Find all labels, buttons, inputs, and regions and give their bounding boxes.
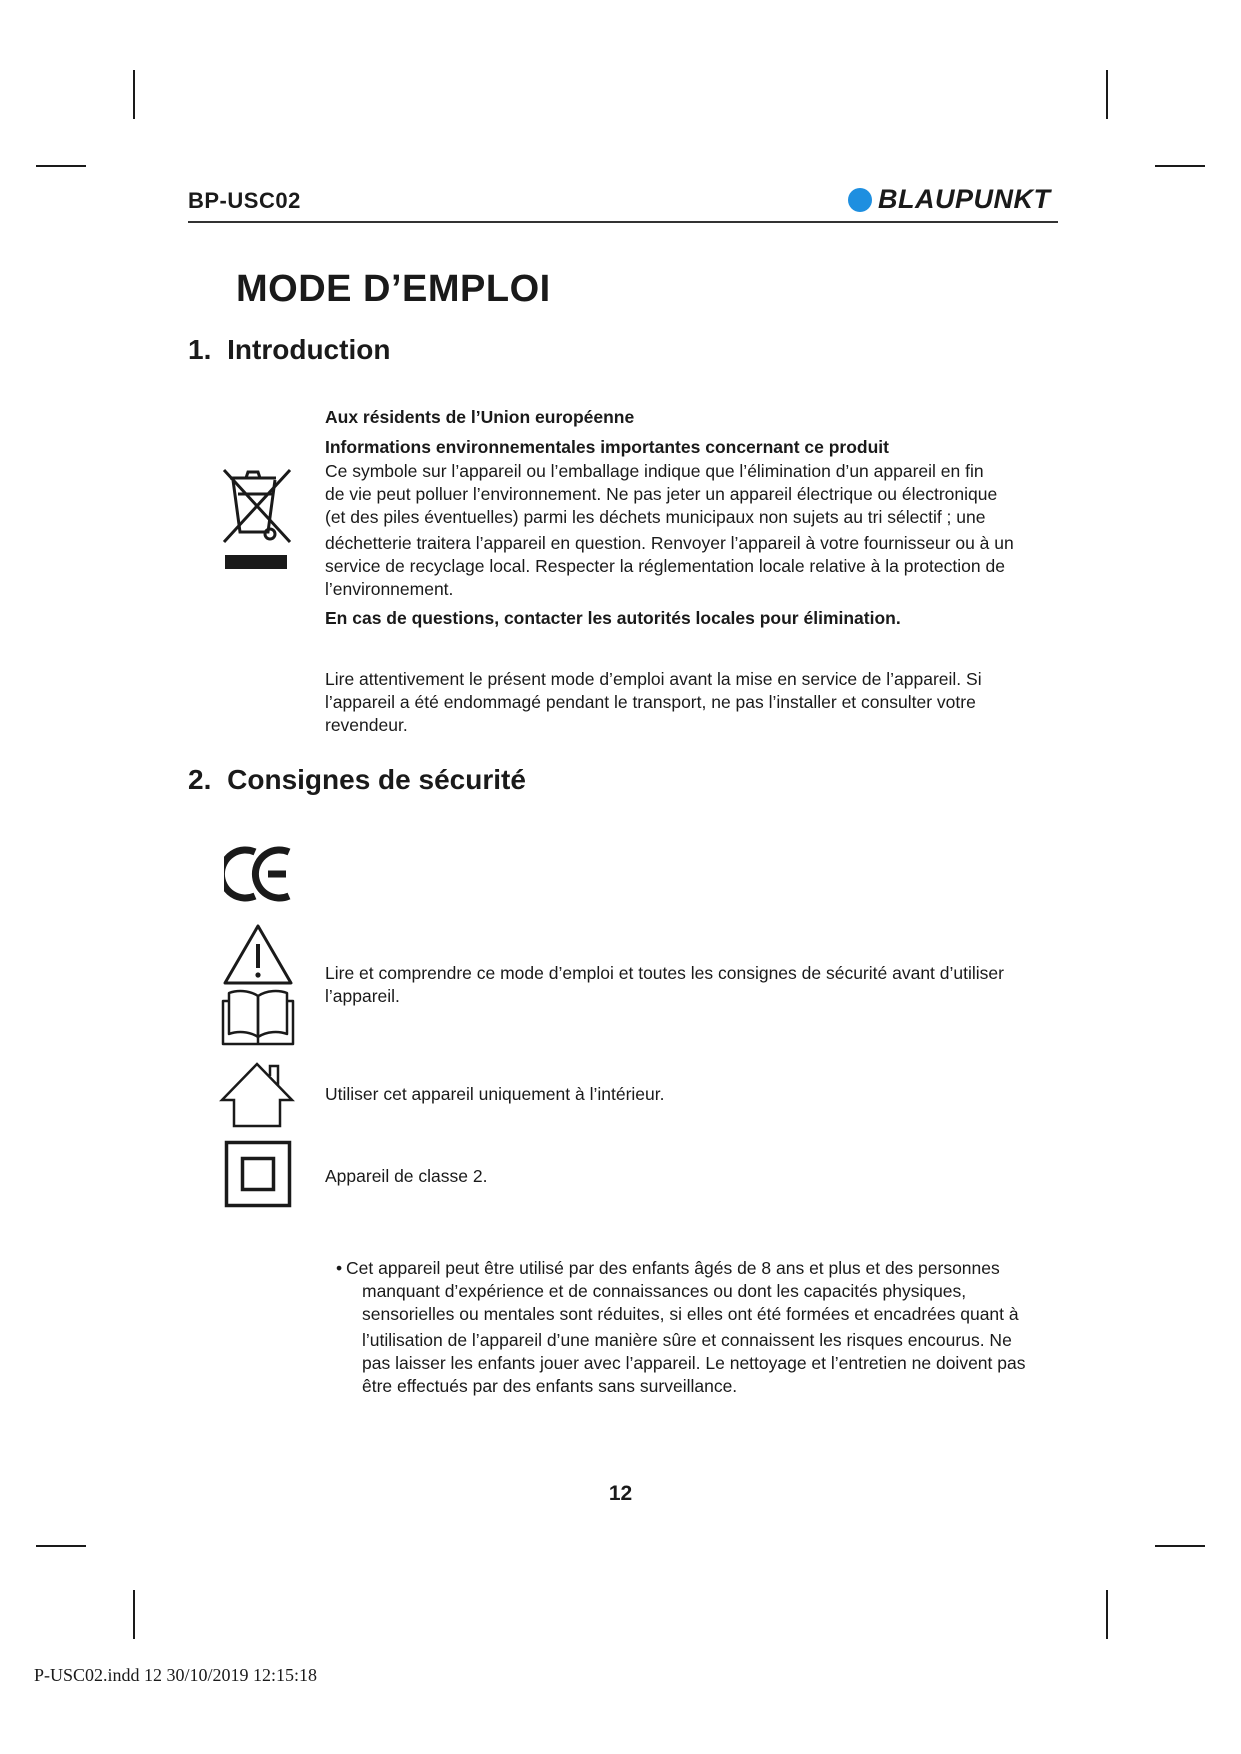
text-line: déchetterie traitera l’appareil en question. Renvoyer l’appareil à votre fournisseur ou à un [325,533,1014,553]
questions-text: En cas de questions, contacter les autorités locales pour élimination. [325,608,901,628]
crop-mark [1106,70,1108,119]
text-line: manquant d’expérience et de connaissances ou dont les capacités physiques, [362,1281,967,1301]
crop-mark [1155,165,1205,167]
section-number: 2. [188,764,212,795]
house-icon [218,1060,296,1130]
text-line: l’utilisation de l’appareil d’une manière sûre et connaissent les risques encourus. Ne [362,1330,1012,1350]
header-divider [188,221,1058,223]
crop-mark [1155,1545,1205,1547]
open-book-icon [221,988,295,1048]
children-safety-bullet [336,1257,1066,1398]
eu-residents-heading: Aux résidents de l’Union européenne [325,407,635,427]
text-line: de vie peut polluer l’environnement. Ne pas jeter un appareil électrique ou électronique [325,484,998,504]
text-line: Ce symbole sur l’appareil ou l’emballage indique que l’élimination d’un appareil en fin [325,461,984,481]
read-instructions-text [325,962,1065,1008]
bullet-icon: • [336,1258,343,1278]
section-title: Introduction [227,334,391,365]
brand-logo [848,184,1051,215]
text-line: sensorielles ou mentales sont réduites, si elles ont été formées et encadrées quant à [362,1304,1019,1324]
page-number: 12 [608,1482,633,1505]
text-line: pas laisser les enfants jouer avec l’appareil. Le nettoyage et l’entretien ne doivent pas [362,1353,1026,1373]
read-manual-text [325,668,1065,737]
text-line: service de recyclage local. Respecter la réglementation locale relative à la protection de [325,556,1005,576]
warning-triangle-icon [222,922,294,986]
section-title: Consignes de sécurité [227,764,526,795]
indoor-use-text: Utiliser cet appareil uniquement à l’intérieur. [325,1084,665,1104]
class-2-icon [224,1140,292,1208]
text-line: l’appareil. [325,986,400,1006]
text-line: l’appareil a été endommagé pendant le transport, ne pas l’installer et consulter votre [325,692,976,712]
crop-mark [133,70,135,119]
section-2-heading [188,764,526,796]
brand-name: BLAUPUNKT [878,184,1051,214]
text-line: (et des piles éventuelles) parmi les déchets municipaux non sujets au tri sélectif ; une [325,507,986,527]
text-line: Cet appareil peut être utilisé par des enfants âgés de 8 ans et plus et des personnes [346,1258,1000,1278]
section-1-heading [188,334,390,366]
text-line: être effectués par des enfants sans surveillance. [362,1376,738,1396]
crop-mark [36,1545,86,1547]
crop-mark [133,1590,135,1639]
text-line: Lire attentivement le présent mode d’emploi avant la mise en service de l’appareil. Si [325,669,982,689]
environment-heading: Informations environnementales importantes concernant ce produit [325,437,889,457]
text-line: l’environnement. [325,579,454,599]
crop-mark [1106,1590,1108,1639]
section-number: 1. [188,334,212,365]
text-line: revendeur. [325,715,408,735]
text-line: Lire et comprendre ce mode d’emploi et toutes les consignes de sécurité avant d’utiliser [325,963,1004,983]
model-number: BP-USC02 [188,188,301,213]
page-title: MODE D’EMPLOI [236,268,551,310]
brand-dot-icon [848,188,872,212]
print-slug: P-USC02.indd 12 30/10/2019 12:15:18 [34,1665,318,1685]
wheelie-bin-crossed-icon [218,464,298,576]
class-2-text: Appareil de classe 2. [325,1166,488,1186]
crop-mark [36,165,86,167]
environment-text [325,460,1065,601]
ce-mark-icon [224,844,294,904]
